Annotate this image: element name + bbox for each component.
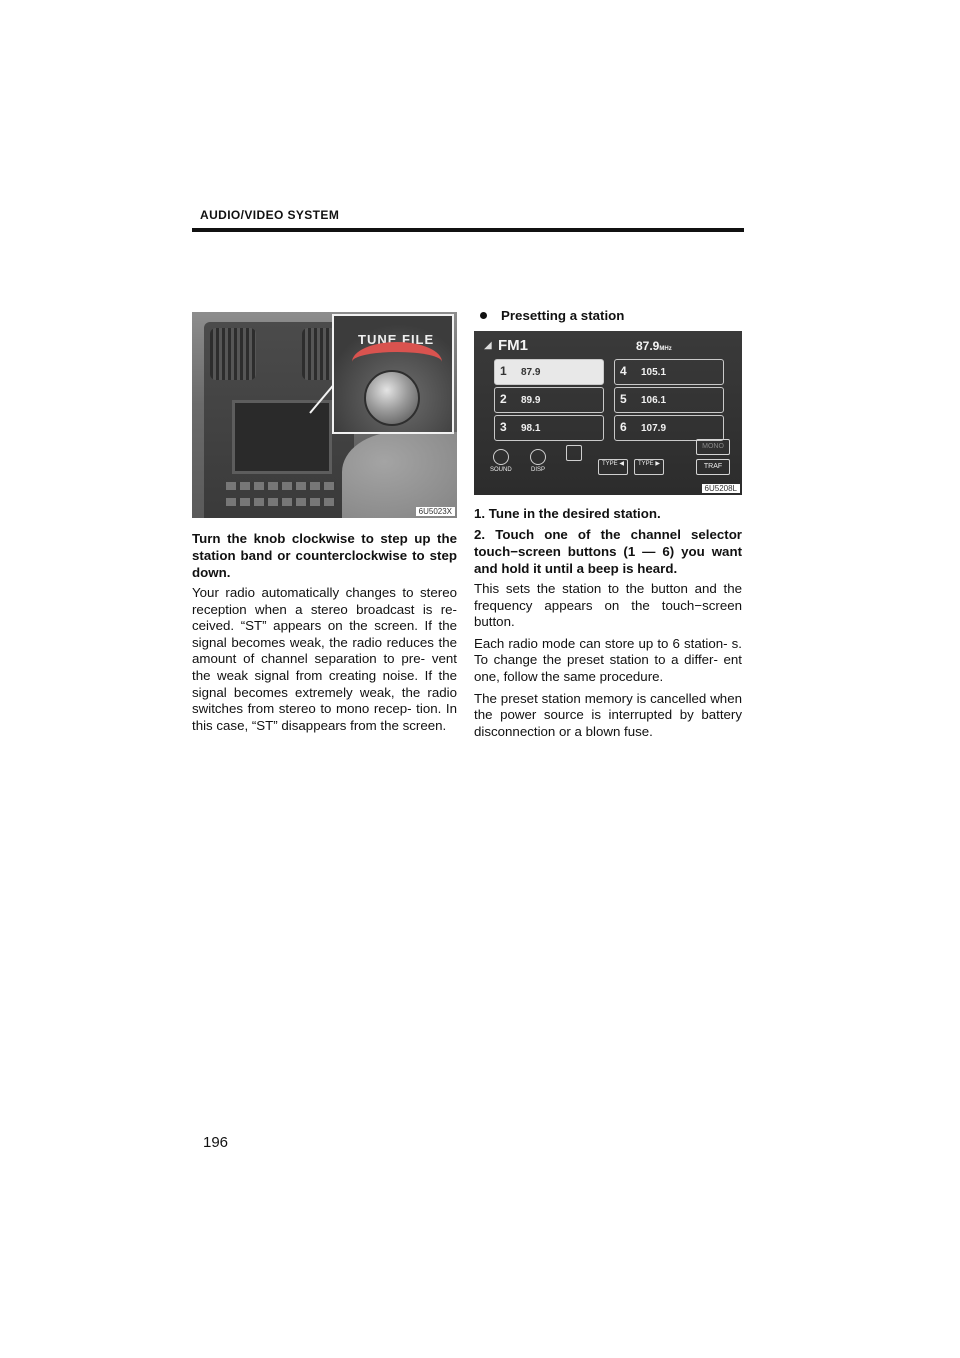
current-frequency: 87.9MHz bbox=[636, 339, 672, 353]
figure-code: 6U5208L bbox=[702, 484, 740, 493]
air-vent bbox=[210, 328, 256, 380]
figure-code: 6U5023X bbox=[416, 507, 455, 516]
header-rule bbox=[192, 228, 744, 232]
band-label: FM1 bbox=[498, 337, 528, 354]
radio-screen-figure bbox=[474, 331, 742, 495]
stereo-reception-text: Your radio automatically changes to stereo reception when a stereo broadcast is re- ceived. “ST” appears on the screen. If the signal becomes weak, the radio reduces the amount of channel separation to pre- vent the weak signal from creating noise. If the signal becomes extremely weak, the radio switches from stereo to mono recep- tion. In this case, “ST” disappears from the screen. bbox=[192, 585, 457, 733]
sound-icon bbox=[493, 449, 509, 465]
disp-control: DISP bbox=[530, 449, 546, 473]
preset-memory-text: The preset station memory is cancelled when the power source is interrupted by battery disconnection or a blown fuse. bbox=[474, 690, 742, 739]
traf-button: TRAF bbox=[696, 459, 730, 475]
tune-knob bbox=[364, 370, 420, 426]
tune-knob-inset bbox=[332, 314, 454, 434]
console-button-row bbox=[226, 482, 336, 490]
type-prev-button: TYPE ◀ bbox=[598, 459, 628, 475]
preset-button-6: 6 107.9 bbox=[614, 415, 724, 441]
signal-icon: ◢ bbox=[484, 340, 492, 351]
preset-button-2: 2 89.9 bbox=[494, 387, 604, 413]
page-number: 196 bbox=[203, 1134, 229, 1151]
preset-result-text: This sets the station to the button and the frequency appears on the touch−screen button. bbox=[474, 581, 742, 630]
preset-button-4: 4 105.1 bbox=[614, 359, 724, 385]
step-1: 1. Tune in the desired station. bbox=[474, 506, 661, 521]
console-button-row bbox=[226, 498, 336, 506]
grid-control bbox=[566, 445, 582, 463]
preset-button-1: 1 87.9 bbox=[494, 359, 604, 385]
preset-button-5: 5 106.1 bbox=[614, 387, 724, 413]
console-photo bbox=[192, 312, 457, 518]
type-next-button: TYPE ▶ bbox=[634, 459, 664, 475]
subheading bbox=[474, 308, 742, 323]
step-2: 2. Touch one of the channel selector touch−screen buttons (1 — 6) you want and hold it until a beep is heard. bbox=[474, 527, 742, 576]
bullet-icon bbox=[480, 312, 487, 319]
console-display bbox=[232, 400, 332, 474]
sound-control: SOUND bbox=[490, 449, 512, 473]
preset-button-3: 3 98.1 bbox=[494, 415, 604, 441]
right-column bbox=[474, 300, 742, 745]
inset-label: TUNE FILE bbox=[358, 332, 435, 347]
dashboard-panel bbox=[342, 432, 457, 518]
section-title: AUDIO/VIDEO SYSTEM bbox=[200, 208, 340, 222]
left-column bbox=[192, 530, 457, 739]
subheading-text: Presetting a station bbox=[501, 308, 625, 323]
preset-capacity-text: Each radio mode can store up to 6 station- s. To change the preset station to a differ- ent one, follow the same procedure. bbox=[474, 635, 742, 684]
display-icon bbox=[530, 449, 546, 465]
grid-icon bbox=[566, 445, 582, 461]
mono-button: MONO bbox=[696, 439, 730, 455]
knob-instruction: Turn the knob clockwise to step up the station band or counterclockwise to step down. bbox=[192, 531, 457, 580]
